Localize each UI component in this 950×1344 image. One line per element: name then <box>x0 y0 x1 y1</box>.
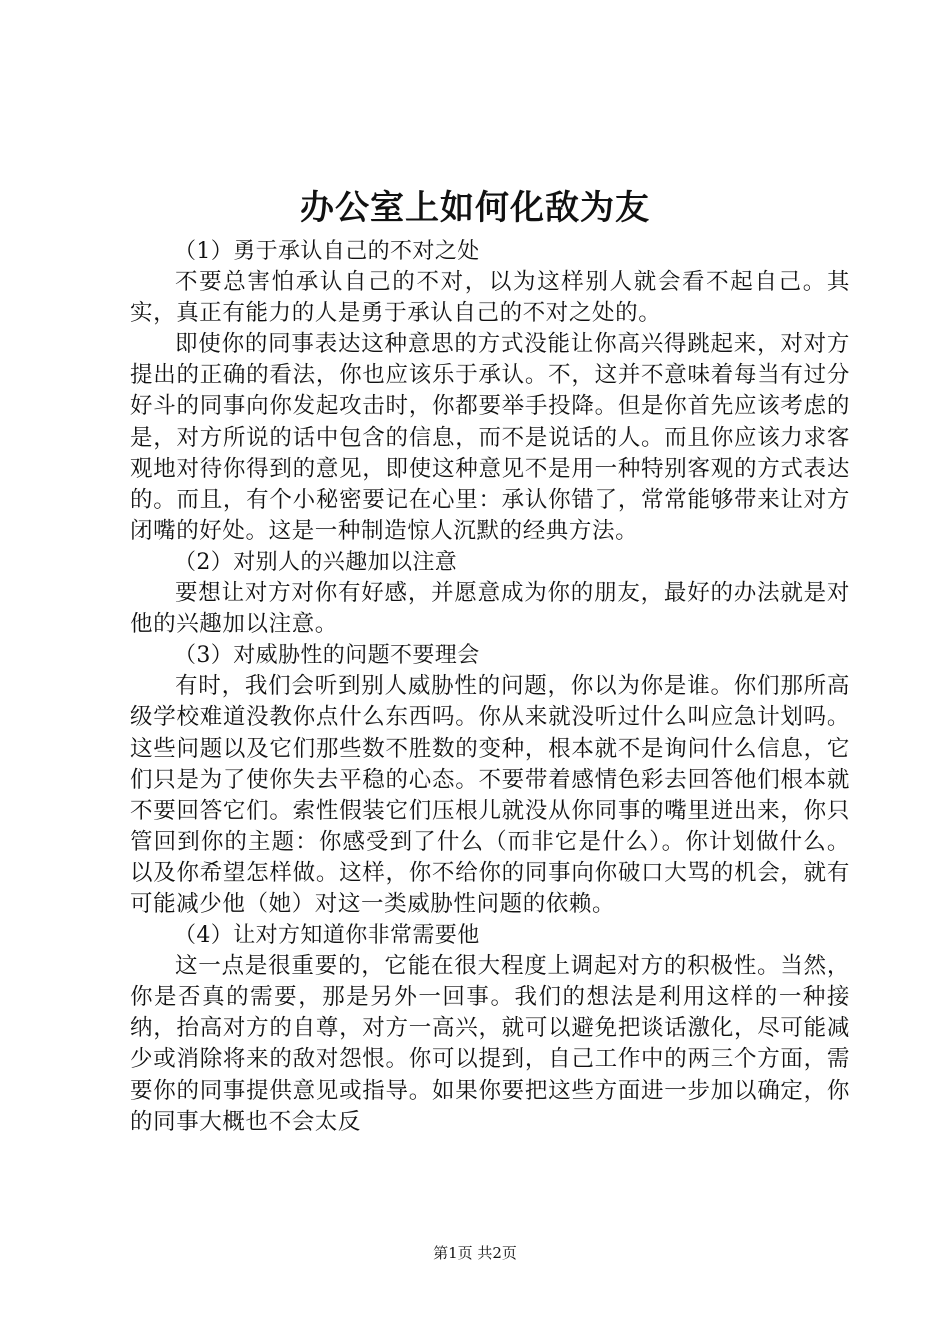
section-heading-1: （1）勇于承认自己的不对之处 <box>174 239 480 264</box>
section-heading-4: （4）让对方知道你非常需要他 <box>174 923 480 949</box>
document-title: 办公室上如何化敌为友 <box>300 188 650 228</box>
page-number-footer: 第1页 共2页 <box>433 1244 517 1262</box>
paragraph: 有时，我们会听到别人威胁性的问题，你以为你是谁。你们那所高级学校难道没教你点什么东西吗。你从来就没听过什么叫应急计划吗。这些问题以及它们那些数不胜数的变种，根本就不是询问什么信息，它们只是为了使你失去平稳的心态。不要带着感情色彩去回答他们根本就不要回答它们。索性假装它们压根儿就没从你同事的嘴里迸出来，你只管回到你的主题：你感受到了什么（而非它是什么）。你计划做什么。以及你希望怎样做。这样，你不给你的同事向你破口大骂的机会，就有可能减少他（她）对这一类威胁性问题的依赖。 <box>130 673 850 917</box>
document-body <box>130 236 850 1138</box>
paragraph: 不要总害怕承认自己的不对，以为这样别人就会看不起自己。其实，真正有能力的人是勇于承认自己的不对之处的。 <box>130 269 850 327</box>
paragraph: 即使你的同事表达这种意思的方式没能让你高兴得跳起来，对对方提出的正确的看法，你也应该乐于承认。不，这并不意味着每当有过分好斗的同事向你发起攻击时，你都要举手投降。但是你首先应该考虑的是，对方所说的话中包含的信息，而不是说话的人。而且你应该力求客观地对待你得到的意见，即使这种意见不是用一种特别客观的方式表达的。而且，有个小秘密要记在心里：承认你错了，常常能够带来让对方闭嘴的好处。这是一种制造惊人沉默的经典方法。 <box>130 331 850 544</box>
paragraph: 这一点是很重要的，它能在很大程度上调起对方的积极性。当然，你是否真的需要，那是另外一回事。我们的想法是利用这样的一种接纳，抬高对方的自尊，对方一高兴，就可以避免把谈话激化，尽可能减少或消除将来的敌对怨恨。你可以提到，自己工作中的两三个方面，需要你的同事提供意见或指导。如果你要把这些方面进一步加以确定，你的同事大概也不会太反 <box>130 953 850 1135</box>
paragraph: 要想让对方对你有好感，并愿意成为你的朋友，最好的办法就是对他的兴趣加以注意。 <box>130 580 850 638</box>
section-heading-2: （2）对别人的兴趣加以注意 <box>174 549 458 575</box>
section-heading-3: （3）对威胁性的问题不要理会 <box>174 643 480 669</box>
